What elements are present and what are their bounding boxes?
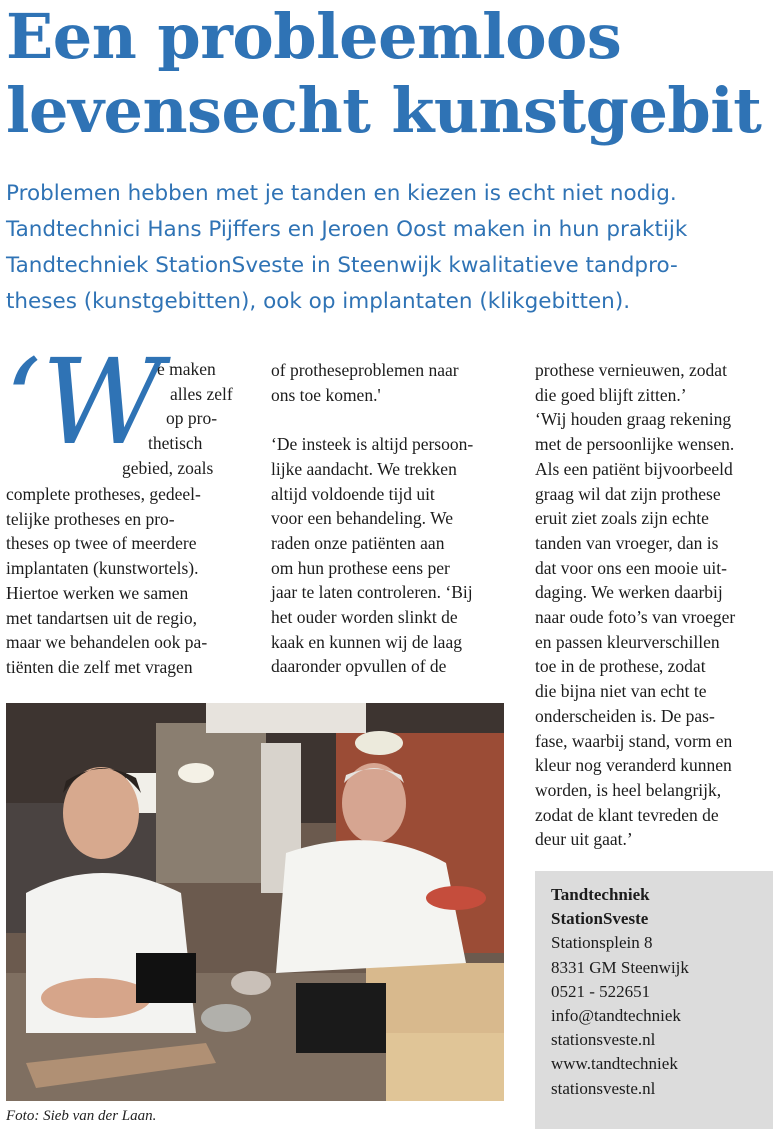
column-1-line: theses op twee of meerdere [6,533,197,554]
email-line: stationsveste.nl [551,1030,656,1050]
column-2-line: ‘De insteek is altijd persoon- [271,434,474,455]
column-1-line: alles zelf [170,384,233,404]
column-3-line: naar oude foto’s van vroeger [535,607,736,628]
intro-line: Tandtechnici Hans Pijffers en Jeroen Oost maken in hun praktijk [6,217,688,242]
photo-caption: Foto: Sieb van der Laan. [6,1108,157,1124]
phone-number: 0521 - 522651 [551,981,651,1001]
column-1-line: gebied, zoals [122,458,214,478]
column-3-line: worden, is heel belangrijk, [535,779,722,800]
website-line: www.tandtechniek [551,1054,678,1074]
column-2-line: raden onze patiënten aan [271,532,445,553]
column-1-line: op pro- [166,408,218,428]
column-1 [6,482,246,680]
postal-city: 8331 GM Steenwijk [551,957,689,977]
column-3-line: en passen kleurverschillen [535,631,720,652]
column-1-line: maar we behandelen ook pa- [6,632,208,653]
intro-line: Problemen hebben met je tanden en kiezen is echt niet nodig. [6,181,677,206]
headline-line-2: levensecht kunstgebit [6,74,762,147]
column-3-line: met de persoonlijke wensen. [535,434,735,455]
column-3-line: ‘Wij houden graag rekening [535,409,732,430]
column-2-line: daaronder opvullen of de [271,656,447,677]
column-2-line: voor een behandeling. We [271,508,453,529]
headline-line-1: Een probleemloos [6,0,622,73]
article-photo [6,703,504,1101]
column-2-line: of protheseproblemen naar [271,360,459,380]
column-3-line: die bijna niet van echt te [535,681,707,702]
column-3-line: fase, waarbij stand, vorm en [535,730,733,751]
column-2-line: het ouder worden slinkt de [271,607,458,628]
email-line: info@tandtechniek [551,1006,681,1026]
company-name-line: StationSveste [551,909,649,929]
contact-box [535,871,773,1129]
website-line: stationsveste.nl [551,1078,656,1098]
column-3-line: die goed blijft zitten.’ [535,384,687,405]
column-3-line: prothese vernieuwen, zodat [535,360,727,380]
column-3-line: zodat de klant tevreden de [535,804,719,825]
column-3-line: tanden van vroeger, dan is [535,532,719,553]
column-3-line: daging. We werken daarbij [535,582,723,603]
column-3 [535,358,771,852]
intro-paragraph [6,176,768,320]
column-2-line: jaar te laten controleren. ‘Bij [271,582,473,603]
column-3-line: onderscheiden is. De pas- [535,705,715,726]
column-2 [271,358,521,679]
intro-line: Tandtechniek StationSveste in Steenwijk kwalitatieve tandpro- [6,253,678,278]
column-3-line: deur uit gaat.’ [535,829,633,850]
paragraph-gap [271,407,521,432]
column-1-line: met tandartsen uit de regio, [6,607,197,628]
column-3-line: kleur nog veranderd kunnen [535,755,732,776]
column-2-line: lijke aandacht. We trekken [271,458,457,479]
column-2-line: kaak en kunnen wij de laag [271,631,462,652]
column-1-line: tiënten die zelf met vragen [6,656,193,677]
intro-line: theses (kunstgebitten), ook op implantaten (klikgebitten). [6,289,631,314]
column-1-line: complete protheses, gedeel- [6,484,201,504]
column-3-line: graag wil dat zijn prothese [535,483,721,504]
column-3-line: Als een patiënt bijvoorbeeld [535,458,733,479]
headline [6,0,771,148]
address: Stationsplein 8 [551,933,653,953]
column-2-line: ons toe komen.' [271,384,381,405]
column-1-line: Hiertoe werken we samen [6,582,189,603]
workshop-photo-illustration [6,703,504,1101]
column-3-line: toe in de prothese, zodat [535,656,706,677]
column-2-line: om hun prothese eens per [271,557,450,578]
column-3-line: dat voor ons een mooie uit- [535,557,727,578]
column-1-line: thetisch [148,433,203,453]
column-1-line: e maken [157,359,216,379]
column-2-line: altijd voldoende tijd uit [271,483,435,504]
column-1-line: telijke protheses en pro- [6,508,175,529]
column-1-line: implantaten (kunstwortels). [6,558,199,579]
drop-cap: ‘W [4,333,163,471]
column-3-line: eruit ziet zoals zijn echte [535,508,709,529]
company-name-line: Tandtechniek [551,885,650,904]
